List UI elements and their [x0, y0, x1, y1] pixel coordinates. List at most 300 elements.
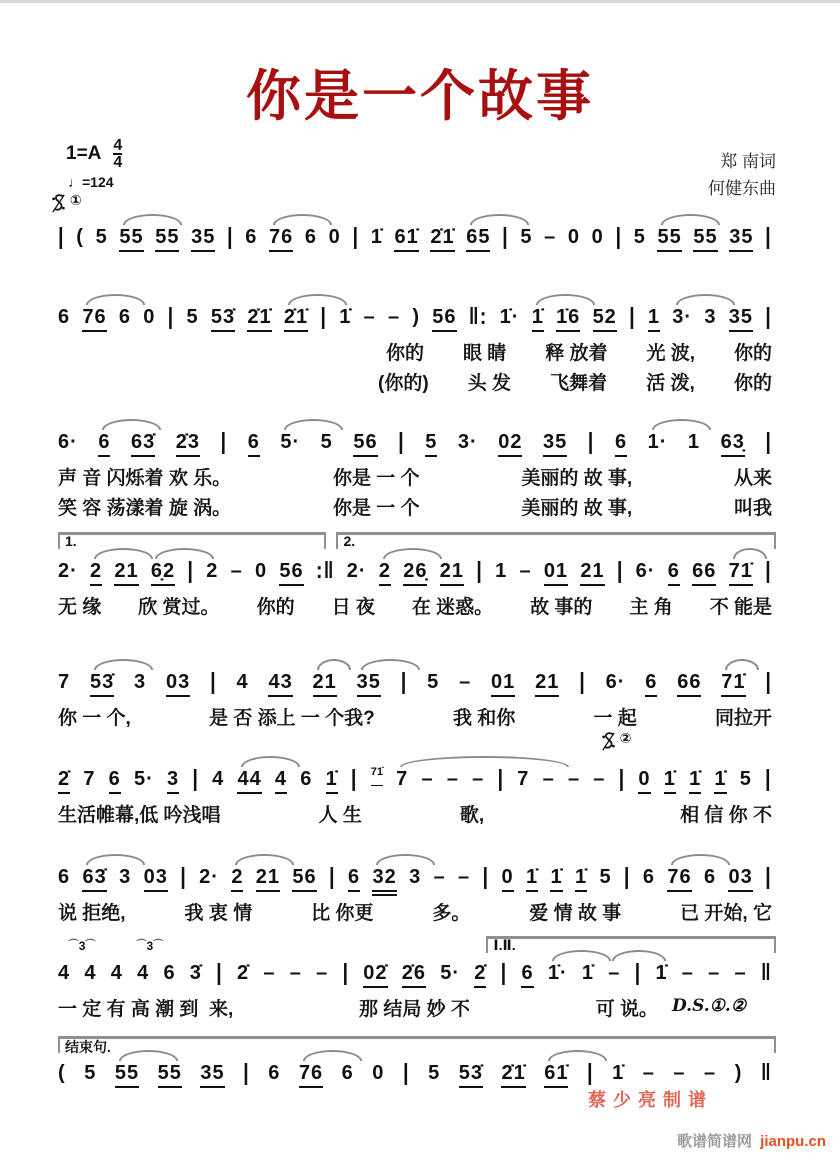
note-token: 1: [648, 304, 660, 332]
composer-credit: 何健东曲: [708, 179, 776, 198]
lyric-segment: 说 拒绝,: [58, 903, 126, 924]
note-token: 35: [191, 224, 215, 252]
note-token: 1̇: [326, 766, 338, 794]
slur-arc: [86, 294, 145, 305]
note-token: 65: [466, 224, 490, 252]
note-token: 0: [143, 306, 156, 328]
note-token: 21: [114, 558, 138, 586]
note-token: 53̇: [211, 304, 235, 332]
note-token: 1̇: [550, 864, 562, 892]
note-token: 6: [300, 768, 313, 790]
notation-row: [58, 224, 772, 252]
volta-bracket: [58, 532, 326, 549]
note-token: 0: [502, 864, 514, 892]
note-token: 1: [687, 431, 701, 453]
lyric-segment: 你的: [386, 343, 425, 364]
slur-arc: [725, 659, 759, 670]
note-token: ): [412, 306, 421, 328]
note-token: 6: [58, 866, 71, 888]
note-token: –: [673, 1062, 686, 1084]
slur-arc: [733, 548, 767, 559]
lyric-segment: 你的: [733, 373, 772, 394]
lyric-segment: 我 和你: [452, 708, 516, 729]
slur-arc: [273, 214, 332, 225]
note-token: 3·: [457, 431, 478, 453]
slur-arc: [86, 854, 145, 865]
triplet-mark: ⌒ 3 ⌒: [69, 938, 96, 953]
lyric-segment: 比 你更: [311, 903, 374, 924]
note-token: 3: [167, 766, 179, 794]
dal-segno-marker: D.S.①.②: [672, 996, 747, 1016]
notation-row: [58, 304, 772, 332]
credits-block: [708, 148, 776, 202]
barline: |: [329, 864, 336, 890]
note-token: 1̇6: [556, 304, 580, 332]
note-token: 5: [84, 1062, 97, 1084]
note-token: 5: [427, 671, 440, 693]
lyrics-row: [58, 493, 772, 520]
song-title: 你是一个故事: [245, 65, 594, 127]
note-token: 3̇: [189, 962, 202, 984]
note-token: –: [519, 560, 532, 582]
note-token: 7: [83, 768, 96, 790]
note-token: 5: [425, 429, 437, 457]
lyric-segment: 释 放着: [545, 343, 608, 364]
lyric-segment: 人 生: [318, 805, 362, 826]
lyric-segment: 你是 一 个: [332, 498, 420, 519]
note-token: 56: [279, 558, 303, 586]
note-token: 3: [704, 306, 717, 328]
note-token: 6: [668, 558, 680, 586]
barline: |: [765, 224, 772, 250]
note-token: –: [289, 962, 302, 984]
note-token: 1̇: [581, 962, 594, 984]
lyric-segment: 一 起: [593, 708, 637, 729]
lyric-segment: 眼 睛: [462, 343, 507, 364]
note-token: 6: [348, 864, 360, 892]
note-token: 76: [269, 224, 293, 252]
note-token: 44: [237, 766, 261, 794]
note-token: 35: [357, 669, 381, 697]
music-system: [58, 304, 772, 394]
note-token: 6·: [605, 671, 626, 693]
note-token: 1̇: [655, 962, 668, 984]
note-token: –: [363, 306, 376, 328]
note-token: 53̇: [90, 669, 114, 697]
note-token: 6·: [635, 560, 656, 582]
note-token: 56: [432, 304, 456, 332]
lyric-segment: 主 角: [629, 597, 673, 618]
note-token: 63̣: [721, 429, 745, 457]
lyric-segment: 叫我: [733, 498, 772, 519]
note-token: 6: [58, 306, 71, 328]
lyric-segment: 不 能是: [709, 597, 772, 618]
note-token: 55: [693, 224, 717, 252]
lyric-segment: 生活帷幕,低 吟浅唱: [58, 805, 221, 826]
barline: |: [623, 864, 631, 890]
note-token: 55: [115, 1060, 139, 1088]
note-token: ): [734, 1062, 743, 1084]
note-token: 4: [137, 962, 150, 984]
note-token: 6: [163, 962, 176, 984]
note-token: 1: [495, 560, 508, 582]
note-token: 0: [372, 1062, 385, 1084]
note-token: 76: [82, 304, 106, 332]
note-token: 5: [739, 768, 752, 790]
note-token: 6: [304, 226, 318, 248]
note-token: 3·: [672, 304, 692, 330]
note-token: (: [76, 226, 84, 248]
lyric-segment: 飞舞着: [550, 373, 608, 394]
note-token: 0: [567, 226, 581, 248]
lyricist-credit: 郑 南词: [720, 152, 776, 171]
music-system: [58, 669, 772, 729]
note-token: 56: [292, 864, 316, 892]
lyric-segment: 笑 容 荡漾着 旋 涡。: [58, 498, 232, 519]
site-name: 歌谱简谱网: [676, 1133, 752, 1150]
volta-label: Ⅰ.Ⅱ.: [493, 937, 516, 953]
slur-arc: [361, 659, 420, 670]
music-system: [58, 864, 772, 924]
barline: |: [587, 429, 595, 455]
note-token: 0: [328, 226, 341, 248]
note-token: –: [708, 962, 721, 984]
note-token: 6: [341, 1062, 354, 1084]
key-signature: [66, 138, 122, 170]
barline: |: [342, 960, 350, 986]
note-token: 43: [268, 669, 292, 697]
lyric-segment: 你的: [733, 343, 772, 364]
note-token: 5: [95, 226, 108, 248]
note-token: 52: [593, 304, 617, 332]
note-token: 2̇3: [176, 429, 200, 457]
note-token: –: [316, 962, 329, 984]
lyric-segment: (你的): [378, 373, 429, 394]
note-token: 4: [84, 962, 97, 984]
tempo-marking: ♩=124: [68, 174, 114, 190]
barline: |: [210, 669, 217, 695]
note-token: 2·: [58, 560, 78, 582]
transcriber-credit: 蔡少亮制谱: [588, 1090, 713, 1110]
music-system: [58, 533, 772, 618]
note-token: 4: [212, 768, 225, 790]
note-token: 63̇: [131, 429, 155, 457]
notation-row: [58, 960, 772, 988]
time-signature: $\frac{4}{4}$: [113, 137, 123, 171]
music-system: [58, 1039, 772, 1088]
lyric-segment: 你 一 个,: [58, 708, 131, 729]
music-system: [58, 937, 772, 1020]
lyric-segment: 可 说。: [595, 999, 658, 1020]
barline: |: [227, 224, 234, 250]
barline: |: [180, 864, 187, 890]
note-token: 0: [591, 226, 604, 248]
barline: |: [482, 864, 490, 890]
note-token: 35: [543, 429, 567, 457]
barline: |: [167, 304, 175, 330]
note-token: 0: [255, 560, 268, 582]
note-token: 2: [379, 558, 391, 586]
music-system: [58, 192, 772, 252]
note-token: 35: [729, 304, 753, 332]
lyric-segment: 美丽的 故 事,: [521, 498, 633, 519]
barline: |: [765, 429, 772, 455]
note-token: 61̇: [394, 224, 418, 252]
barline: ‖: [760, 1060, 772, 1086]
note-token: 5·: [133, 768, 154, 790]
music-system: [58, 429, 772, 519]
note-token: 4: [58, 962, 71, 984]
barline: |: [765, 864, 772, 890]
note-token: 4: [110, 962, 123, 984]
segno-icon: ①: [51, 194, 82, 213]
note-token: 01: [544, 558, 568, 586]
note-token: 55: [119, 224, 143, 252]
note-token: –: [734, 962, 747, 984]
barline: |: [616, 558, 624, 584]
note-token: –: [642, 1062, 655, 1084]
barline: |: [497, 766, 505, 792]
lyrics-row: [58, 463, 772, 490]
lyric-segment: 从来: [733, 468, 772, 489]
slur-arc: [241, 756, 300, 767]
lyric-segment: 歌,: [459, 805, 485, 826]
note-token: 1̇: [575, 864, 587, 892]
volta-bracket: [58, 1036, 776, 1053]
note-token: 4: [275, 766, 287, 794]
note-token: 2̇1̇: [284, 304, 308, 332]
lyric-segment: 故 事的: [530, 597, 593, 618]
barline: |: [350, 766, 358, 792]
barline: |: [579, 669, 586, 695]
note-token: 7: [517, 768, 530, 790]
notation-row: [58, 558, 772, 586]
note-token: 6: [645, 669, 657, 697]
lyric-segment: 多。: [432, 903, 471, 924]
note-token: –: [459, 671, 472, 693]
note-token: 5: [320, 431, 333, 453]
lyric-segment: 美丽的 故 事,: [521, 468, 633, 489]
slur-arc: [376, 854, 435, 865]
barline: ‖: [760, 960, 772, 986]
slur-arc: [284, 419, 343, 430]
note-token: 2̇: [237, 962, 250, 984]
note-token: 2·: [346, 560, 367, 582]
barline: |: [352, 224, 360, 250]
note-token: 76: [299, 1060, 323, 1088]
note-token: 1̇·: [548, 960, 568, 986]
note-token: 21: [535, 669, 559, 697]
barline: |: [187, 558, 195, 584]
barline: |: [765, 558, 772, 584]
slur-arc: [155, 548, 214, 559]
note-token: 3: [119, 866, 132, 888]
lyric-segment: 一 定 有 高 潮 到 来,: [58, 999, 234, 1020]
note-token: 76: [667, 864, 691, 892]
note-token: 21: [313, 669, 337, 697]
segno-icon: ②: [601, 732, 632, 751]
barline: |: [192, 766, 199, 792]
barline: |: [476, 558, 483, 584]
note-token: 63̇: [82, 864, 106, 892]
lyric-segment: 日 夜: [331, 597, 375, 618]
note-token: 02̇: [363, 960, 387, 988]
lyric-segment: 已 开始, 它: [680, 903, 772, 924]
note-token: 2̇1̇: [247, 304, 271, 332]
barline: |: [634, 960, 642, 986]
note-token: 5·: [440, 962, 461, 984]
lyrics-row: [58, 994, 658, 1021]
note-token: –: [230, 560, 243, 582]
barline: |: [765, 766, 772, 792]
lyrics-row: [378, 368, 772, 395]
slur-arc: [317, 659, 351, 670]
note-token: 1̇: [526, 864, 538, 892]
barline: |: [402, 1060, 410, 1086]
note-token: –: [544, 226, 557, 248]
volta-label: 2.: [343, 533, 356, 549]
note-token: 6: [703, 866, 717, 888]
note-token: 6: [268, 1062, 281, 1084]
note-token: 5: [599, 866, 612, 888]
note-token: –: [421, 768, 434, 790]
note-token: 2̇1̇: [501, 1060, 525, 1088]
note-token: 03: [144, 864, 168, 892]
note-token: 66: [677, 669, 701, 697]
note-token: (: [58, 1062, 66, 1084]
lyric-segment: 同拉开: [714, 708, 772, 729]
note-token: 6: [521, 960, 533, 988]
note-token: 1̇: [532, 304, 544, 332]
note-token: 35: [729, 224, 753, 252]
lyric-segment: 爱 情 故 事: [529, 903, 622, 924]
lyric-segment: 相 信 你 不: [680, 805, 772, 826]
note-token: 55: [155, 224, 179, 252]
barline: |: [58, 224, 65, 250]
note-token: 6: [118, 306, 131, 328]
notation-row: [58, 864, 772, 896]
note-token: 1̇: [339, 306, 352, 328]
note-token: 0: [638, 766, 650, 794]
barline: |: [587, 1060, 594, 1086]
note-token: 6̣2: [151, 558, 175, 586]
lyric-segment: 那 结局 妙 不: [359, 999, 470, 1020]
note-token: 02: [498, 429, 522, 457]
grace-note: 71̇: [371, 759, 383, 786]
note-token: 1̇: [689, 766, 701, 794]
note-token: 1̇: [370, 226, 383, 248]
note-token: 26̣: [403, 558, 427, 586]
barline: :‖: [315, 558, 335, 584]
note-token: –: [608, 960, 620, 986]
note-token: 6: [642, 866, 656, 888]
note-token: 3: [409, 866, 422, 888]
note-token: 6: [248, 429, 260, 457]
note-token: 5: [186, 306, 199, 328]
note-token: 55: [158, 1060, 182, 1088]
note-token: 66: [692, 558, 716, 586]
barline: |: [500, 960, 508, 986]
note-token: 7: [396, 766, 408, 792]
lyric-segment: 我 衷 情: [184, 903, 253, 924]
note-token: 32: [372, 864, 396, 896]
note-token: 61̇: [544, 1060, 568, 1088]
barline: |: [618, 766, 626, 792]
barline: |: [220, 429, 228, 455]
notation-row: [58, 1060, 772, 1088]
lyric-segment: 头 发: [467, 373, 512, 394]
barline: |: [502, 224, 509, 250]
note-token: –: [704, 1062, 717, 1084]
slur-arc: [288, 294, 347, 305]
barline: |: [216, 960, 223, 986]
note-token: 2̇: [58, 766, 70, 794]
note-token: 1·: [648, 429, 668, 455]
note-token: 21: [580, 558, 604, 586]
note-token: 3: [134, 671, 147, 693]
note-token: 55: [657, 224, 681, 252]
lyric-segment: 你是 一 个: [332, 468, 420, 489]
note-token: 7: [58, 671, 71, 693]
barline: |: [629, 304, 636, 330]
slur-arc: [652, 419, 711, 430]
note-token: –: [472, 768, 485, 790]
note-token: 5: [633, 226, 646, 248]
lyric-segment: 无 缘: [58, 597, 102, 618]
barline: |: [320, 304, 327, 330]
key-label: 1=A: [66, 143, 102, 164]
note-token: 2̇1̇: [430, 224, 454, 252]
note-token: 4: [236, 671, 249, 693]
note-token: –: [593, 768, 606, 790]
barline: |: [765, 669, 772, 695]
lyrics-row: [58, 898, 772, 925]
slur-arc: [671, 854, 730, 865]
notation-row: [58, 766, 772, 796]
note-token: 01: [491, 669, 515, 697]
lyrics-row: [58, 800, 772, 827]
barline: ‖:: [468, 304, 488, 330]
note-token: 6: [615, 429, 627, 457]
note-token: 1̇: [664, 766, 676, 794]
barline: |: [398, 429, 405, 455]
barline: |: [400, 669, 408, 695]
note-token: 6: [109, 766, 121, 794]
lyric-segment: 你的: [256, 597, 295, 618]
barline: |: [243, 1060, 250, 1086]
note-token: 1̇·: [499, 306, 520, 328]
note-token: –: [681, 962, 694, 984]
note-token: 6: [98, 429, 110, 457]
volta-bracket: [336, 532, 776, 549]
note-token: 5: [428, 1062, 441, 1084]
note-token: –: [387, 306, 401, 328]
note-token: 71̇: [729, 558, 753, 586]
note-token: 2: [231, 864, 243, 892]
note-token: 2: [206, 560, 219, 582]
lyric-segment: 在 迷惑。: [411, 597, 494, 618]
note-token: 1̇: [612, 1062, 625, 1084]
lyric-segment: 是 否 添上 一 个我?: [209, 708, 375, 729]
note-token: 6·: [58, 431, 78, 453]
barline: |: [615, 224, 623, 250]
volta-bracket: [486, 936, 776, 953]
site-link[interactable]: jianpu.cn: [760, 1133, 826, 1150]
note-token: –: [567, 768, 581, 790]
note-token: 5·: [280, 429, 300, 455]
note-token: 03: [728, 864, 752, 892]
lyric-segment: 光 波,: [646, 343, 695, 364]
